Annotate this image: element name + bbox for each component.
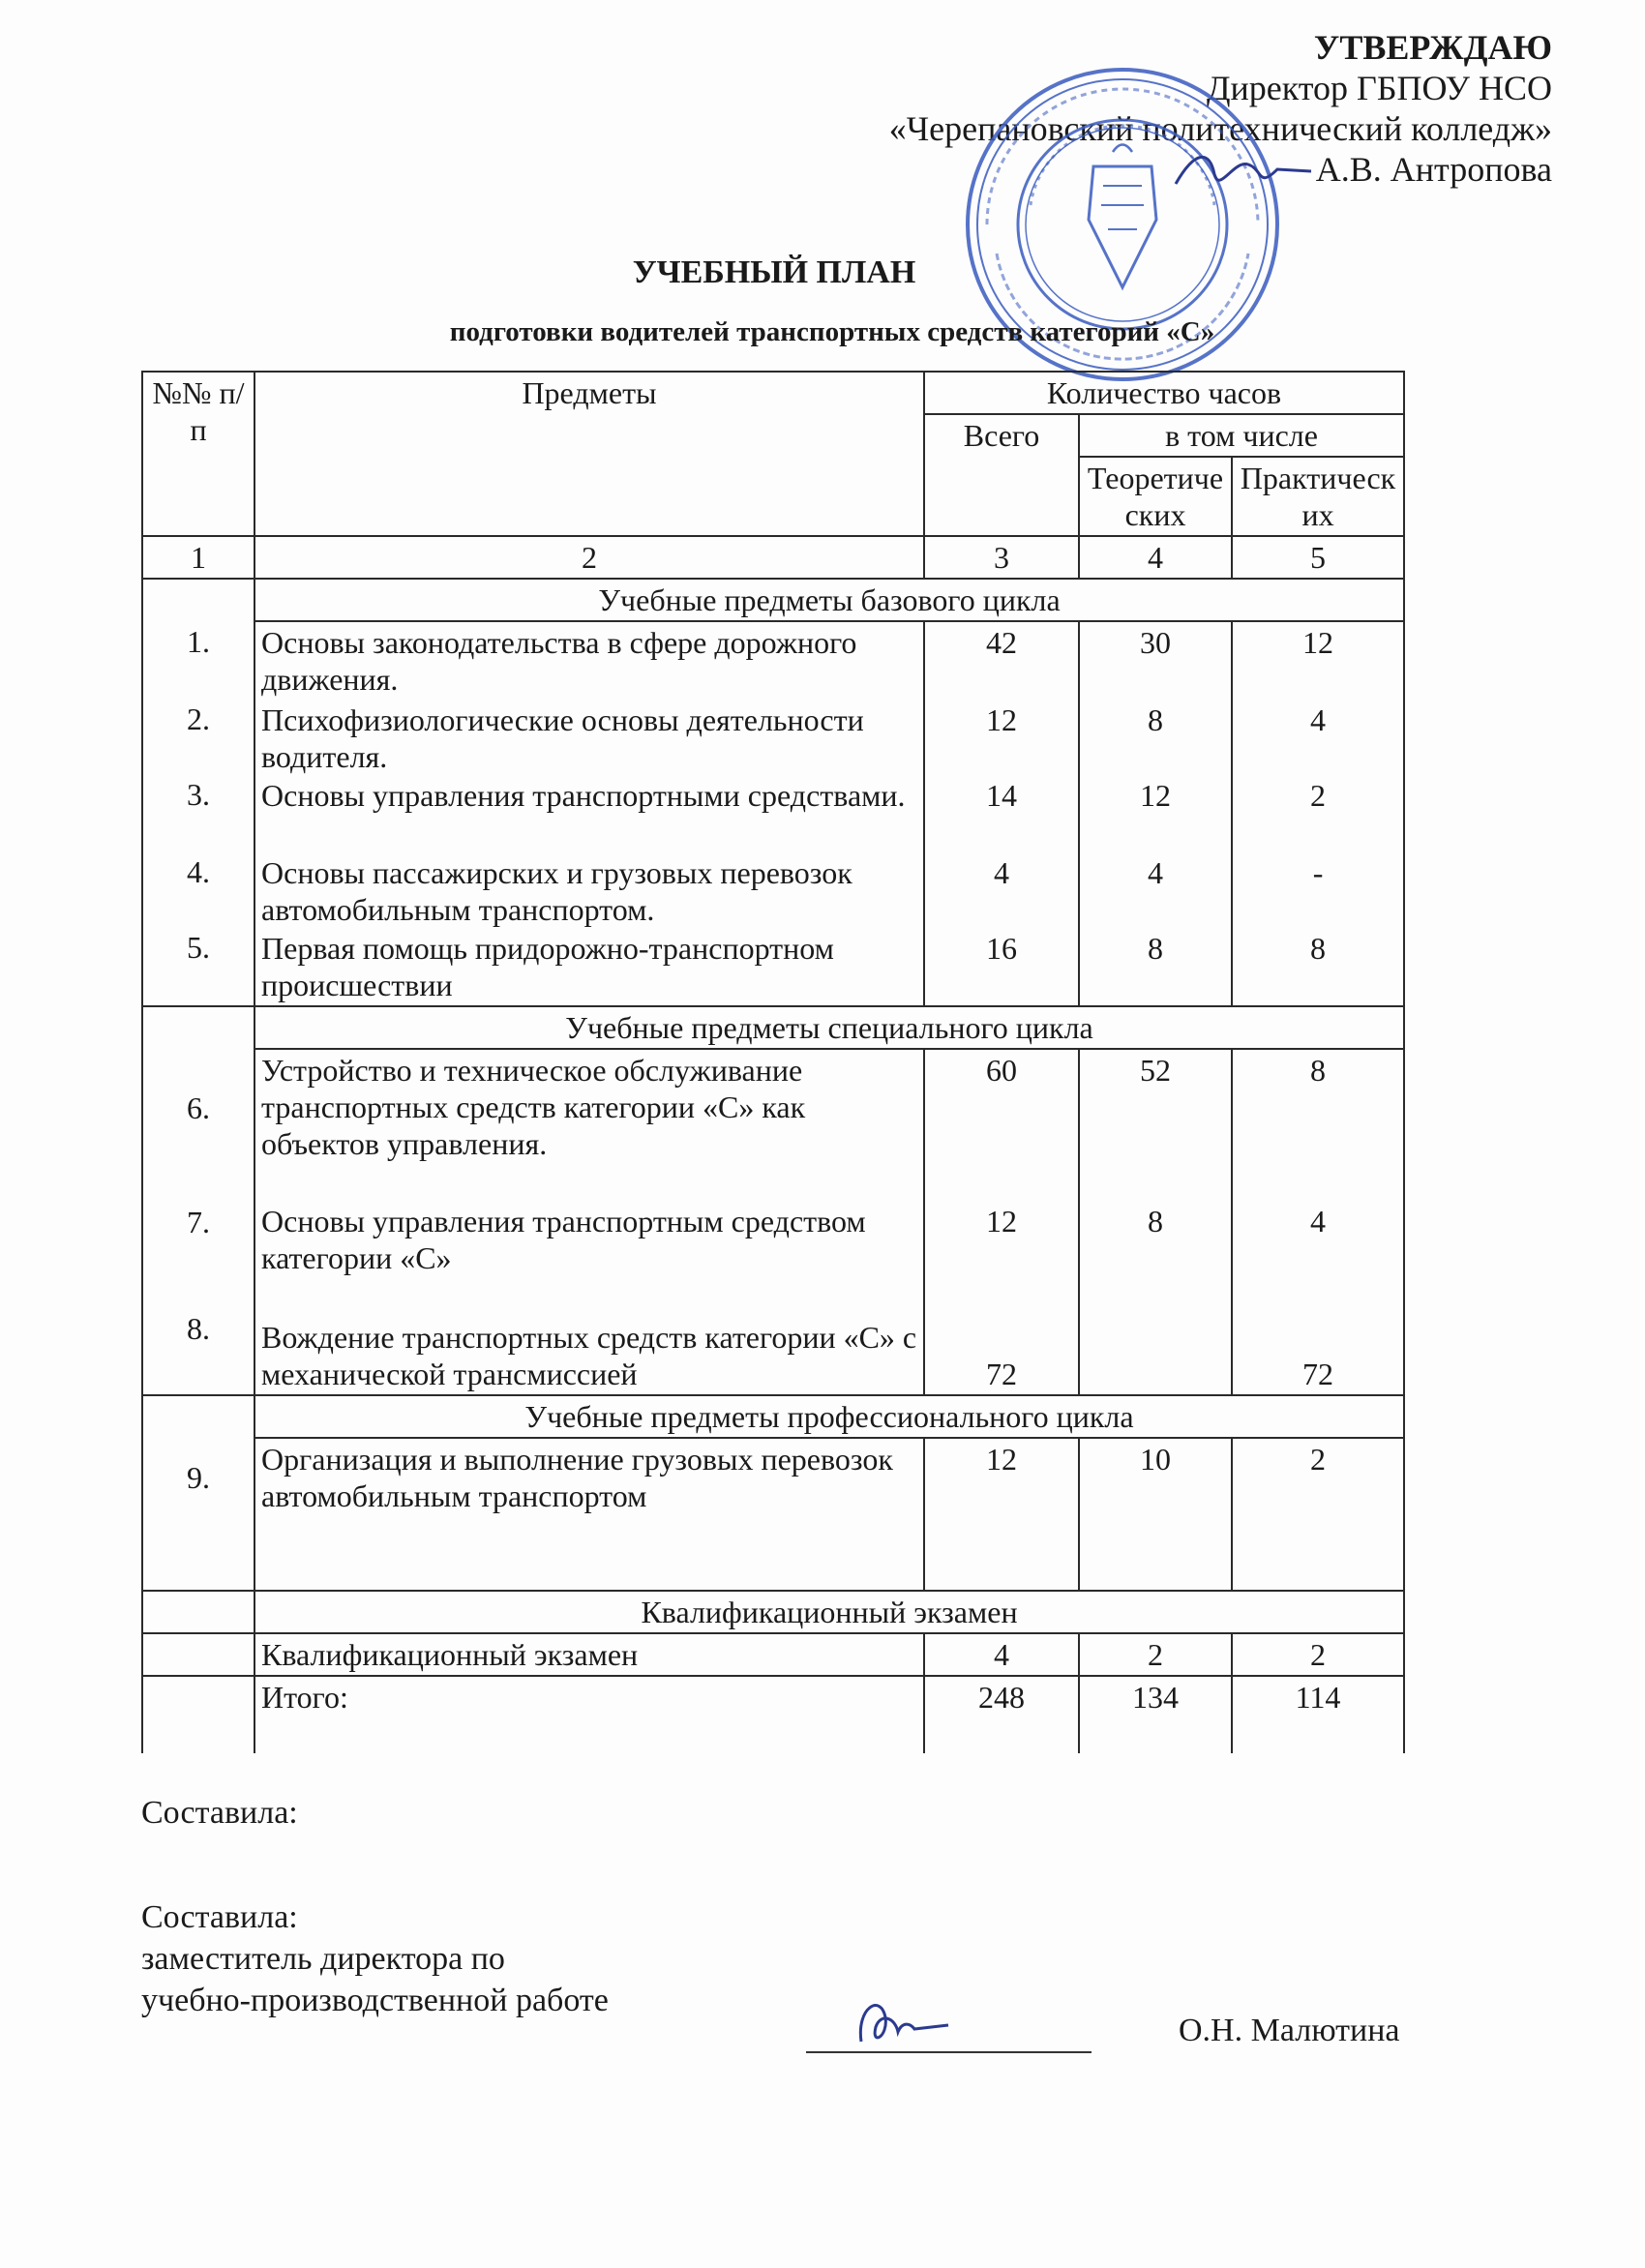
- index-cell: 4: [1079, 536, 1232, 579]
- hours-total: 14: [986, 778, 1017, 813]
- index-cell: 1: [142, 536, 254, 579]
- index-cell: 3: [924, 536, 1079, 579]
- table-row: [142, 1049, 1404, 1395]
- section-exam-title: Квалификационный экзамен: [254, 1591, 1404, 1633]
- hours-practice: 12: [1302, 625, 1334, 660]
- hours-practice: 2: [1232, 1633, 1404, 1676]
- row-num: 6.: [187, 1090, 210, 1125]
- base-num-cell: [142, 621, 254, 1006]
- row-num: 7.: [187, 1205, 210, 1239]
- row-num: 3.: [187, 777, 210, 812]
- hours-theory: 4: [1148, 855, 1163, 890]
- approval-organization: «Черепановский политехнический колледж»: [888, 109, 1552, 148]
- approval-heading: УТВЕРЖДАЮ: [1313, 28, 1552, 67]
- empty-cell: [142, 579, 254, 621]
- exam-row: [142, 1633, 1404, 1676]
- empty-cell: [142, 1676, 254, 1753]
- subject-name: Основы законодательства в сфере дорожного движения.: [261, 625, 857, 697]
- approval-position: Директор ГБПОУ НСО: [1206, 69, 1552, 107]
- subject-name: Квалификационный экзамен: [254, 1633, 924, 1676]
- hours-theory: 8: [1148, 702, 1163, 737]
- base-total-cell: [924, 621, 1079, 1006]
- hours-total: 12: [986, 702, 1017, 737]
- hours-practice: 72: [1302, 1357, 1334, 1391]
- row-num: 5.: [187, 930, 210, 965]
- hours-total: 12: [986, 1204, 1017, 1238]
- empty-cell: [142, 1633, 254, 1676]
- section-special-title: Учебные предметы специального цикла: [254, 1006, 1404, 1049]
- hours-theory: 8: [1148, 931, 1163, 966]
- section-professional-title: Учебные предметы профессионального цикла: [254, 1395, 1404, 1438]
- hours-total: 72: [986, 1357, 1017, 1391]
- signature-line: [806, 2051, 1092, 2053]
- director-signature-icon: [1171, 140, 1316, 198]
- hours-total: 16: [986, 931, 1017, 966]
- total-row: [142, 1676, 1404, 1753]
- base-theory-cell: [1079, 621, 1232, 1006]
- index-row: [142, 536, 1404, 579]
- subject-name: Устройство и техническое обслуживание транспортных средств категории «С» как объектов управления.: [261, 1053, 806, 1161]
- section-row: [142, 1591, 1404, 1633]
- approval-name: А.В. Антропова: [1315, 150, 1552, 189]
- hours-theory: 134: [1079, 1676, 1232, 1753]
- header-including: в том числе: [1079, 414, 1404, 457]
- signer-position: заместитель директора по: [141, 1941, 505, 1977]
- subject-name: Первая помощь придорожно-транспортном происшествии: [261, 931, 834, 1002]
- hours-practice: 4: [1310, 702, 1327, 737]
- curriculum-table: [141, 371, 1405, 1753]
- subject-name: Организация и выполнение грузовых перевозок автомобильным транспортом: [254, 1438, 924, 1591]
- special-num-cell: [142, 1049, 254, 1395]
- hours-practice: 2: [1310, 778, 1327, 813]
- signer-position: учебно-производственной работе: [141, 1983, 609, 2018]
- hours-theory: [1086, 1356, 1225, 1392]
- header-total: Всего: [924, 414, 1079, 536]
- hours-theory: 2: [1079, 1633, 1232, 1676]
- hours-total: 12: [924, 1438, 1079, 1591]
- row-num: 8.: [187, 1311, 210, 1346]
- hours-practice: -: [1312, 855, 1324, 890]
- base-subjects-cell: [254, 621, 924, 1006]
- total-label: Итого:: [254, 1676, 924, 1753]
- row-num: 2.: [187, 701, 210, 736]
- subject-name: Психофизиологические основы деятельности водителя.: [261, 702, 864, 774]
- hours-total: 42: [986, 625, 1017, 660]
- hours-practice: 8: [1310, 1053, 1327, 1088]
- document-title: УЧЕБНЫЙ ПЛАН: [632, 254, 916, 290]
- hours-theory: 30: [1140, 625, 1171, 660]
- hours-total: 248: [924, 1676, 1079, 1753]
- subject-name: Основы управления транспортным средством категории «С»: [261, 1204, 866, 1275]
- subject-name: Основы пассажирских и грузовых перевозок автомобильным транспортом.: [261, 855, 852, 927]
- header-theory: Теоретических: [1079, 457, 1232, 536]
- hours-total: 4: [924, 1633, 1079, 1676]
- section-base-title: Учебные предметы базового цикла: [254, 579, 1404, 621]
- index-cell: 2: [254, 536, 924, 579]
- special-theory-cell: [1079, 1049, 1232, 1395]
- table-header-row: [142, 372, 1404, 414]
- row-num: 4.: [187, 854, 210, 889]
- section-row: [142, 1006, 1404, 1049]
- signature-icon: [842, 1988, 958, 2056]
- signer-name: О.Н. Малютина: [1179, 2013, 1400, 2048]
- special-subjects-cell: [254, 1049, 924, 1395]
- section-row: [142, 579, 1404, 621]
- special-practice-cell: [1232, 1049, 1404, 1395]
- header-num: №№ п/п: [142, 372, 254, 536]
- header-subjects: Предметы: [254, 372, 924, 536]
- hours-practice: 114: [1232, 1676, 1404, 1753]
- row-num: 9.: [142, 1438, 254, 1591]
- index-cell: 5: [1232, 536, 1404, 579]
- hours-practice: 2: [1232, 1438, 1404, 1591]
- section-row: [142, 1395, 1404, 1438]
- hours-theory: 12: [1140, 778, 1171, 813]
- special-total-cell: [924, 1049, 1079, 1395]
- header-practice: Практических: [1232, 457, 1404, 536]
- hours-total: 60: [986, 1053, 1017, 1088]
- hours-total: 4: [994, 855, 1009, 890]
- hours-practice: 8: [1310, 931, 1327, 966]
- subject-name: Вождение транспортных средств категории «С» с механической трансмиссией: [261, 1320, 917, 1391]
- table-row: [142, 621, 1404, 1006]
- compiled-label: Составила:: [141, 1795, 298, 1831]
- hours-theory: 52: [1140, 1053, 1171, 1088]
- hours-theory: 10: [1079, 1438, 1232, 1591]
- hours-practice: 4: [1310, 1204, 1327, 1238]
- compiled-label: Составила:: [141, 1899, 298, 1935]
- empty-cell: [142, 1006, 254, 1049]
- footer-block: [141, 1896, 609, 2021]
- table-row: [142, 1438, 1404, 1591]
- empty-cell: [142, 1395, 254, 1438]
- row-num: 1.: [187, 624, 210, 659]
- header-hours: Количество часов: [924, 372, 1404, 414]
- empty-cell: [142, 1591, 254, 1633]
- subject-name: Основы управления транспортными средствами.: [261, 778, 906, 813]
- hours-theory: 8: [1148, 1204, 1163, 1238]
- document-subtitle: подготовки водителей транспортных средств категорий «С»: [449, 316, 1215, 347]
- base-practice-cell: [1232, 621, 1404, 1006]
